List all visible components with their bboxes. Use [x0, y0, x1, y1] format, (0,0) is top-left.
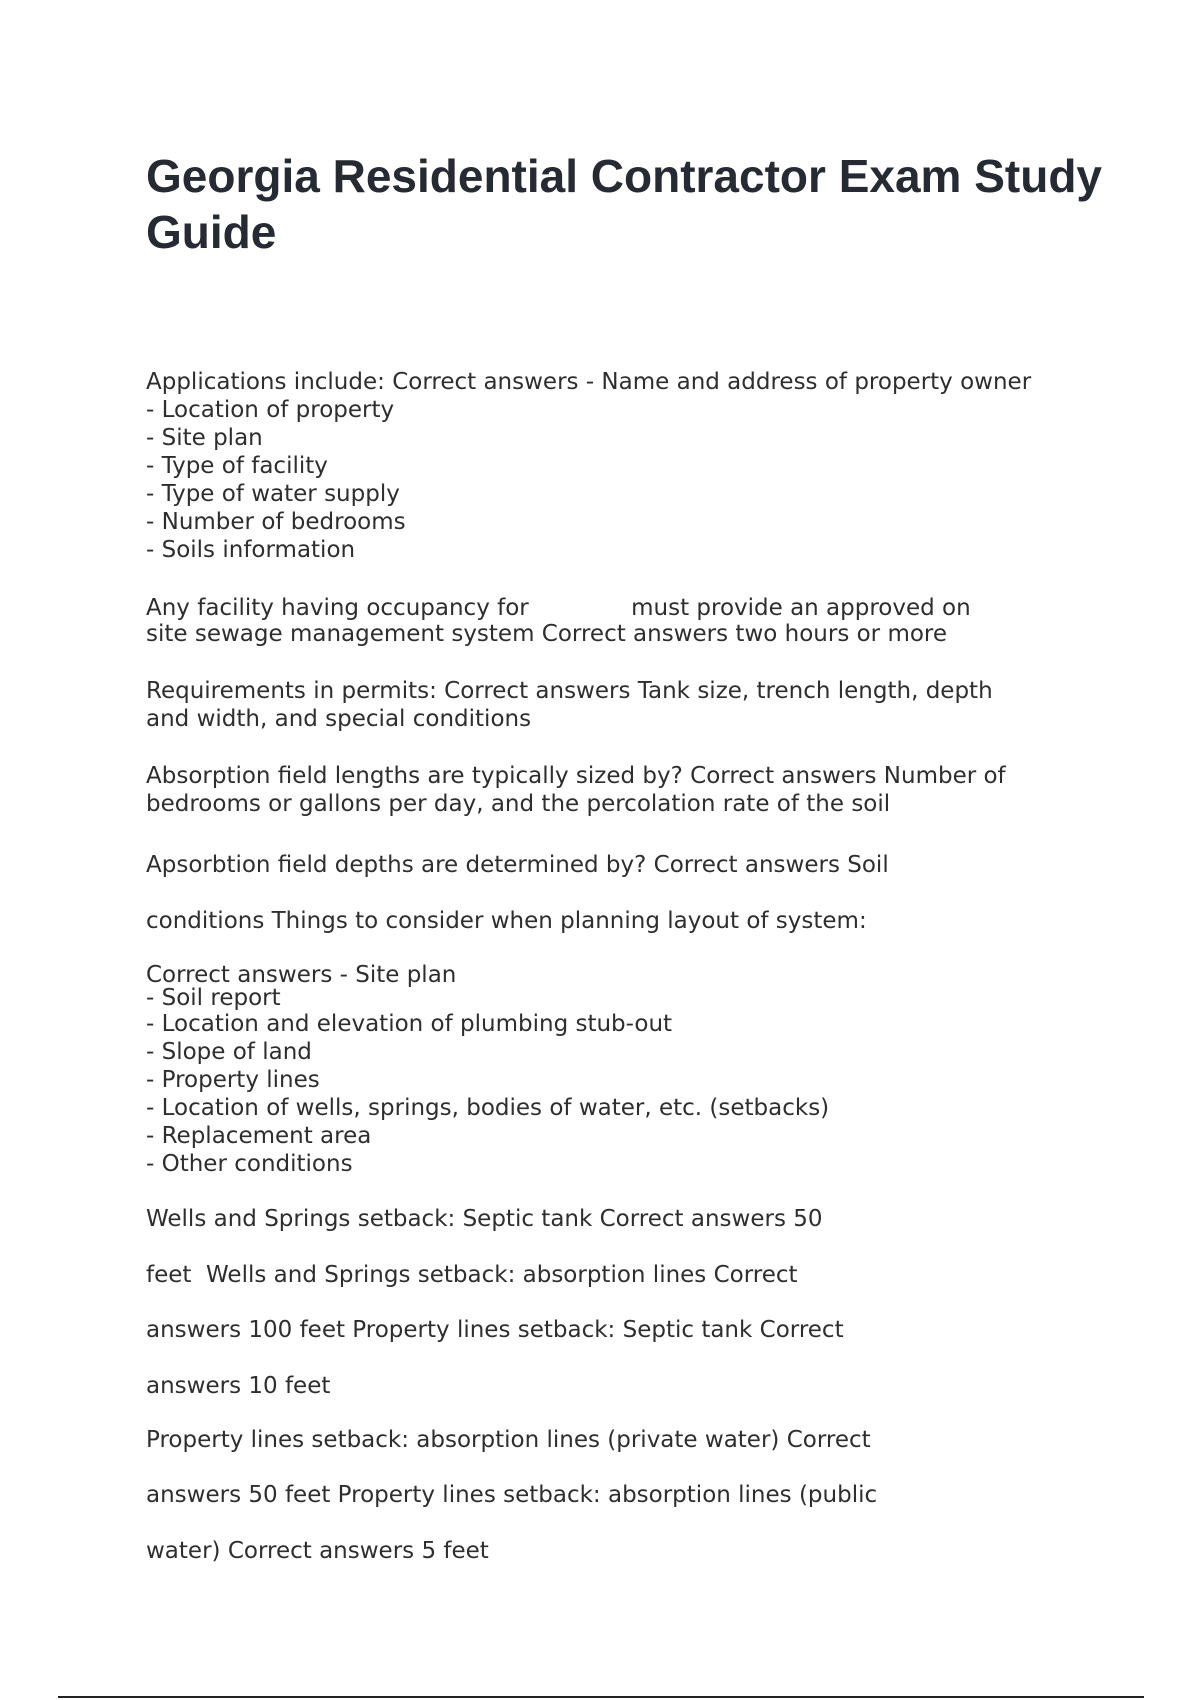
layout-line-8: - Other conditions — [146, 1151, 353, 1177]
footer-rule — [58, 1696, 1144, 1698]
setback-line-7: water) Correct answers 5 feet — [146, 1538, 489, 1564]
applications-line-2: - Location of property — [146, 397, 395, 423]
layout-line-2: - Soil report — [146, 985, 281, 1011]
setback-line-6: answers 50 feet Property lines setback: absorption lines (public — [146, 1482, 878, 1508]
layout-line-1: Correct answers - Site plan — [146, 962, 457, 988]
absorption-length-line-2: bedrooms or gallons per day, and the percolation rate of the soil — [146, 791, 891, 817]
conditions-line: conditions Things to consider when planning layout of system: — [146, 908, 867, 934]
setback-line-5: Property lines setback: absorption lines (private water) Correct — [146, 1427, 871, 1453]
setback-line-1: Wells and Springs setback: Septic tank Correct answers 50 — [146, 1206, 823, 1232]
layout-line-6: - Location of wells, springs, bodies of water, etc. (setbacks) — [146, 1095, 830, 1121]
applications-line-1: Applications include: Correct answers - Name and address of property owner — [146, 369, 1032, 395]
occupancy-line-1: Any facility having occupancy for must provide an approved on — [146, 595, 971, 621]
layout-line-4: - Slope of land — [146, 1039, 312, 1065]
layout-line-3: - Location and elevation of plumbing stub-out — [146, 1011, 673, 1037]
applications-line-7: - Soils information — [146, 537, 356, 563]
setback-line-4: answers 10 feet — [146, 1373, 331, 1399]
applications-line-4: - Type of facility — [146, 453, 328, 479]
absorption-depth-line: Apsorbtion field depths are determined by? Correct answers Soil — [146, 852, 889, 878]
setback-line-2: feet Wells and Springs setback: absorption lines Correct — [146, 1262, 798, 1288]
occupancy-line-2: site sewage management system Correct answers two hours or more — [146, 621, 948, 647]
layout-line-7: - Replacement area — [146, 1123, 372, 1149]
setback-line-3: answers 100 feet Property lines setback: Septic tank Correct — [146, 1317, 844, 1343]
page-title: Georgia Residential Contractor Exam Study Guide — [146, 150, 1103, 258]
applications-line-6: - Number of bedrooms — [146, 509, 406, 535]
applications-line-5: - Type of water supply — [146, 481, 400, 507]
absorption-length-line-1: Absorption field lengths are typically sized by? Correct answers Number of — [146, 763, 1006, 789]
permits-line-2: and width, and special conditions — [146, 706, 532, 732]
permits-line-1: Requirements in permits: Correct answers Tank size, trench length, depth — [146, 678, 993, 704]
layout-line-5: - Property lines — [146, 1067, 320, 1093]
applications-line-3: - Site plan — [146, 425, 263, 451]
